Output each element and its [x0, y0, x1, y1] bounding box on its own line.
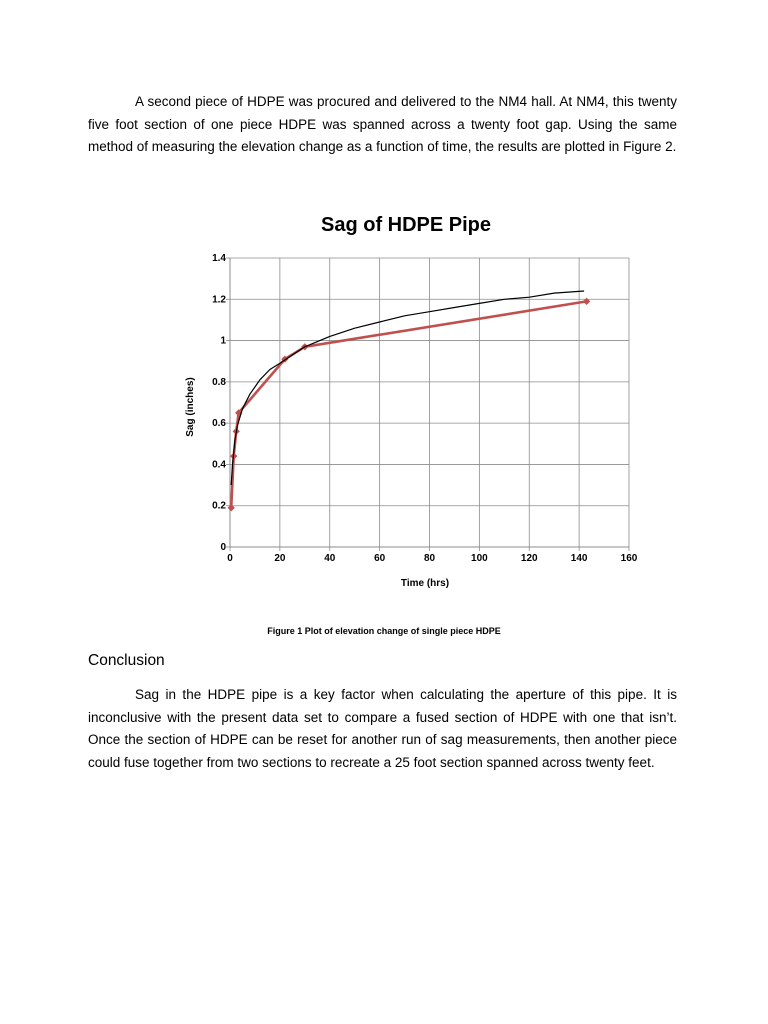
- x-tick-label: 120: [520, 553, 538, 564]
- y-tick-label: 1: [220, 335, 226, 347]
- y-axis-label: Sag (inches): [185, 377, 196, 437]
- y-tick-label: 0.6: [212, 418, 226, 430]
- conclusion-text: Sag in the HDPE pipe is a key factor when calculating the aperture of this pipe. It is inconclusive with the present data set to compare a fused section of HDPE with one that isn’t. Once the section of HDPE can be reset for another run of sag measurements, then another piece could fuse together from two sections to recreate a 25 foot section spanned across twenty feet.: [88, 687, 677, 770]
- trendline-series: [231, 291, 584, 485]
- y-tick-label: 0.8: [212, 376, 226, 388]
- figure-caption: Figure 1 Plot of elevation change of single piece HDPE: [267, 626, 501, 636]
- x-tick-label: 60: [374, 553, 386, 564]
- measured-series-line: [231, 301, 586, 507]
- x-tick-label: 0: [227, 553, 233, 564]
- conclusion-heading: Conclusion: [88, 652, 165, 669]
- x-tick-label: 160: [620, 553, 638, 564]
- y-tick-label: 1.4: [212, 253, 226, 264]
- chart-title: Sag of HDPE Pipe: [320, 214, 492, 236]
- x-tick-label: 20: [274, 553, 286, 564]
- y-tick-label: 0: [220, 542, 226, 553]
- x-tick-label: 80: [423, 553, 436, 564]
- y-tick-label: 1.2: [212, 294, 226, 306]
- intro-text: A second piece of HDPE was procured and delivered to the NM4 hall. At NM4, this twenty five foot section of one piece HDPE was spanned across a twenty foot gap. Using the same method of measuring the elevation change as a function of time, the results are plotted in Figure 2.: [88, 94, 677, 154]
- x-tick-label: 100: [471, 553, 488, 564]
- conclusion-paragraph: [88, 684, 677, 774]
- chart-grid: [230, 258, 629, 547]
- x-axis-label: Time (hrs): [400, 578, 450, 589]
- chart-axes: [226, 258, 629, 551]
- x-tick-label: 40: [324, 553, 336, 564]
- chart-series: [228, 291, 590, 511]
- y-tick-label: 0.2: [212, 500, 226, 512]
- x-tick-label: 140: [570, 553, 588, 564]
- y-tick-label: 0.4: [212, 459, 226, 471]
